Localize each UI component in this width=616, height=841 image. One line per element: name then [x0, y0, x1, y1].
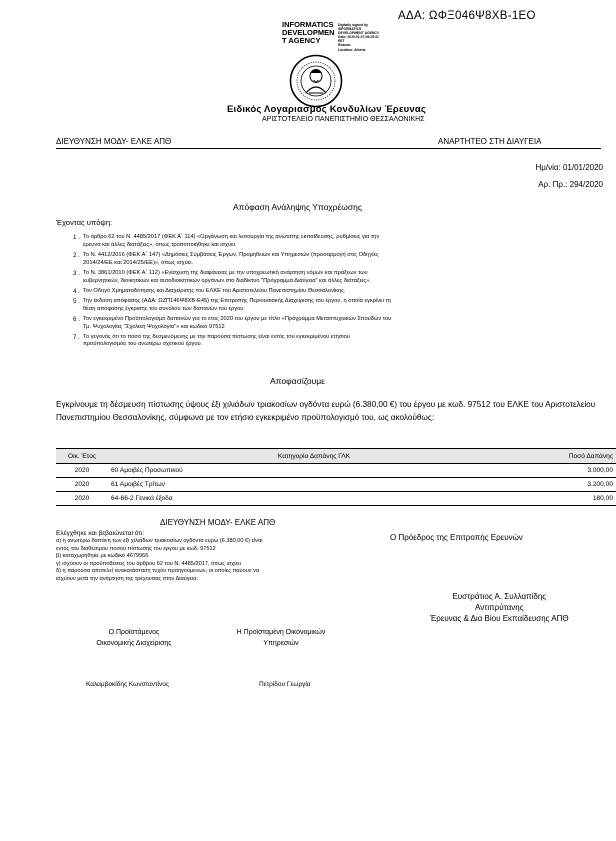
- digital-signature-details: [338, 23, 379, 52]
- decision-heading: Αποφασίζουμε: [270, 376, 325, 386]
- list-item: [56, 334, 616, 349]
- signature-detail-line: Reason:: [338, 43, 352, 48]
- item-text: Την έκδοση απόφασης (ΑΔΑ: ΩΖΠ146Ψ8ΧΒ-Ε45) της Επιτροπής Περιουσιακής Διαχείρισης του έργου, η οποία εγκρίνει τη: [83, 297, 391, 304]
- president-title: Ο Πρόεδρος της Επιτροπής Ερευνών: [390, 533, 523, 542]
- verification-line: ισχύουν μετά την ανάρτηση της τρέχουσας στην Διαύγεια.: [56, 575, 199, 582]
- president-signature-block: [430, 591, 569, 624]
- elke-title: Ειδικός Λογαριασμός Κονδυλίων Έρευνας: [227, 104, 427, 115]
- signature-department: ΔΙΕΥΘΥΝΣΗ ΜΟΔΥ- ΕΛΚΕ ΑΠΘ: [160, 518, 276, 527]
- considerations-list: [56, 234, 616, 352]
- column-header: Ποσό Δαπάνης: [520, 449, 616, 464]
- table-cell: 64-66-2 Γενικά έξοδα: [108, 492, 520, 506]
- item-text: Το άρθρο 62 του Ν. 4485/2017 (ΦΕΚ Α΄ 114) «Οργάνωση και λειτουργία της ανώτατης εκπαίδευσης, ρυθμίσεις για την: [83, 234, 380, 240]
- table-cell: 180,00: [520, 492, 616, 506]
- list-item: [56, 270, 616, 285]
- item-number: 4 .: [73, 287, 80, 295]
- verification-line: δ) η παρούσα αποτελεί ανακατάσταση τυχόν προηγούμενων, οι οποίες παύουν να: [56, 568, 260, 575]
- university-seal-icon: [289, 54, 343, 108]
- role-line: Η Προϊσταμένη Οικονομικών: [236, 629, 326, 636]
- header-divider: [56, 148, 601, 149]
- signature-detail-line: EET: [338, 39, 345, 44]
- verification-line: γ) ισχύουν οι προϋποθέσεις του άρθρου 62 του Ν. 4485/2017, όπως ισχύει: [56, 560, 241, 567]
- table-row: [56, 464, 616, 478]
- finance-manager-name: Καλαμβοκίδης Κωνσταντίνος: [86, 681, 169, 688]
- item-number: 3 .: [73, 269, 80, 277]
- signature-detail-line: Location: Athens: [338, 47, 366, 52]
- president-role: Έρευνας & Δια Βίου Εκπαίδευσης ΑΠΘ: [430, 614, 569, 623]
- table-cell: 60 Αμοιβές Προσωπικού: [108, 464, 520, 478]
- decision-text: Εγκρίνουμε τη δέσμευση πίστωσης ύψους έξι χιλιάδων τριακοσίων ογδόντα ευρώ (6.380,00 €) του έργου με κωδ. 97512 του ΕΛΚΕ του Αριστοτελείου Πανεπιστημίου Θεσσαλονίκης, σύμφωνα με τον ετήσιο εγκεκριμένο προϋπολογισμό του, ως ακολούθως:: [56, 400, 596, 422]
- item-text: Το Ν. 3861/2010 (ΦΕΚ Α΄ 112) «Ενίσχυση της διαφάνειας με την υποχρεωτική ανάρτηση νόμων και πράξεων των: [83, 269, 368, 276]
- finance-manager-role: [84, 627, 184, 649]
- table-cell: 3.000,00: [520, 464, 616, 478]
- verification-line: εντός του διαθέσιμου ποσού πίστωσης του έργου με κωδ. 97512: [56, 545, 216, 552]
- table-cell: 61 Αμοιβές Τρίτων: [108, 478, 520, 492]
- role-line: Ο Προϊστάμενος: [108, 629, 160, 636]
- logo-line: T AGENCY: [282, 36, 321, 46]
- item-text: Το γεγονός ότι το ποσό της δεσμευόμενης με την παρούσα πίστωσης είναι εντός του εγκεκριμένου ετήσιου: [83, 333, 350, 340]
- item-text: 2014/24/ΕΕ και 2014/25/ΕΕ)», όπως ισχύει.: [83, 259, 194, 266]
- table-row: [56, 492, 616, 506]
- university-name: ΑΡΙΣΤΟΤΕΛΕΙΟ ΠΑΝΕΠΙΣΤΗΜΙΟ ΘΕΣΣΑΛΟΝΙΚΗΣ: [262, 116, 425, 123]
- item-text: κυβερνητικών, διοικητικών και αυτοδιοικητικών οργάνων στο διαδίκτυο "Πρόγραμμα Διαύγεια" και άλλες διατάξεις».: [83, 277, 371, 284]
- signature-detail-line: Date: 2020.01.07 08:25:31: [338, 35, 379, 40]
- item-text: θέση απόφασης έγκρισης του συνόλου των δαπανών του έργου.: [83, 305, 245, 312]
- table-cell: 2020: [56, 478, 108, 492]
- considerations-heading: Έχοντας υπόψη:: [56, 218, 113, 227]
- verification-block: [56, 530, 263, 583]
- item-text: Τον εγκεκριμένο Προϋπολογισμό δαπανών για το έτος 2020 του έργου με τίτλο «Πρόγραμμα Μεταπτυχιακών Σπουδών του: [83, 315, 392, 322]
- verification-line: β) καταχωρήθηκε με κωδικό 4679966: [56, 553, 149, 560]
- item-text: έρευνα και άλλες διατάξεις», όπως τροποποιήθηκε και ισχύει.: [83, 241, 237, 248]
- finance-head-role: [221, 627, 341, 649]
- header-publish-note: ΑΝΑΡΤΗΤΕΟ ΣΤΗ ΔΙΑΥΓΕΙΑ: [438, 137, 542, 146]
- table-cell: 3.200,00: [520, 478, 616, 492]
- signature-logo-text: [282, 21, 335, 46]
- table-header-row: [56, 449, 616, 464]
- item-text: Το Ν. 4412/2016 (ΦΕΚ Α΄ 147) «Δημόσιες Συμβάσεις Έργων, Προμηθειών και Υπηρεσιών (προσαρμογή στις Οδηγίες: [83, 251, 379, 258]
- president-role: Αντιπρύτανης: [475, 603, 524, 612]
- item-number: 5 .: [73, 297, 80, 305]
- item-number: 6 .: [73, 315, 80, 323]
- item-text: προϋπολογισμού του ανωτέρω σχετικού έργου.: [83, 341, 203, 348]
- table-row: [56, 478, 616, 492]
- president-name: Ευστράτιος Α. Συλλαπίδης: [452, 592, 547, 601]
- document-date: Ημ/νία: 01/01/2020: [535, 163, 603, 172]
- expense-table: [56, 448, 616, 506]
- header-department: ΔΙΕΥΘΥΝΣΗ ΜΟΔΥ- ΕΛΚΕ ΑΠΘ: [56, 137, 172, 146]
- list-item: [56, 298, 616, 313]
- item-number: 7 .: [73, 333, 80, 341]
- signature-detail-line: INFORMATICS: [338, 27, 362, 32]
- column-header: Οικ. Έτος: [56, 449, 108, 464]
- signature-detail-line: DEVELOPMENT AGENCY: [338, 31, 380, 36]
- list-item: [56, 316, 616, 331]
- protocol-number: Αρ. Πρ.: 294/2020: [538, 180, 603, 189]
- table-cell: 2020: [56, 492, 108, 506]
- table-cell: 2020: [56, 464, 108, 478]
- document-title: Απόφαση Ανάληψης Υποχρέωσης: [232, 202, 362, 212]
- logo-line: INFORMATICS: [282, 20, 334, 29]
- verification-title: Ελέγχθηκε και βεβαιώνεται ότι:: [56, 530, 145, 537]
- logo-line: DEVELOPMEN: [282, 28, 335, 38]
- list-item: [56, 288, 616, 296]
- item-text: Τον Οδηγό Χρηματοδότησης και Διαχείρισης του ΕΛΚΕ του Αριστοτελείου Πανεπιστημίου Θεσσαλονίκης.: [83, 287, 346, 294]
- verification-line: α) η ανωτέρω δαπάνη των έξι χιλιάδων τριακοσίων ογδόντα ευρώ (6.380,00 €) είναι: [56, 538, 263, 545]
- item-number: 1 .: [73, 234, 80, 241]
- signature-detail-line: Digitally signed by: [338, 23, 368, 27]
- list-item: [56, 252, 616, 267]
- item-number: 2 .: [73, 251, 80, 259]
- finance-head-name: Πετρίδου Γεωργία: [259, 681, 311, 688]
- column-header: Κατηγορία Δαπάνης ΓΛΚ: [108, 449, 520, 464]
- list-item: [56, 234, 616, 249]
- role-line: Οικονομικής Διαχείρισης: [96, 640, 172, 647]
- role-line: Υπηρεσιών: [263, 640, 299, 647]
- ada-code: ΑΔΑ: ΩΦΞ046Ψ8ΧΒ-1ΕΟ: [398, 10, 536, 22]
- item-text: Τμ. Ψυχολογίας "Σχολική Ψυχολογία"» και κωδικό 97512: [83, 323, 225, 330]
